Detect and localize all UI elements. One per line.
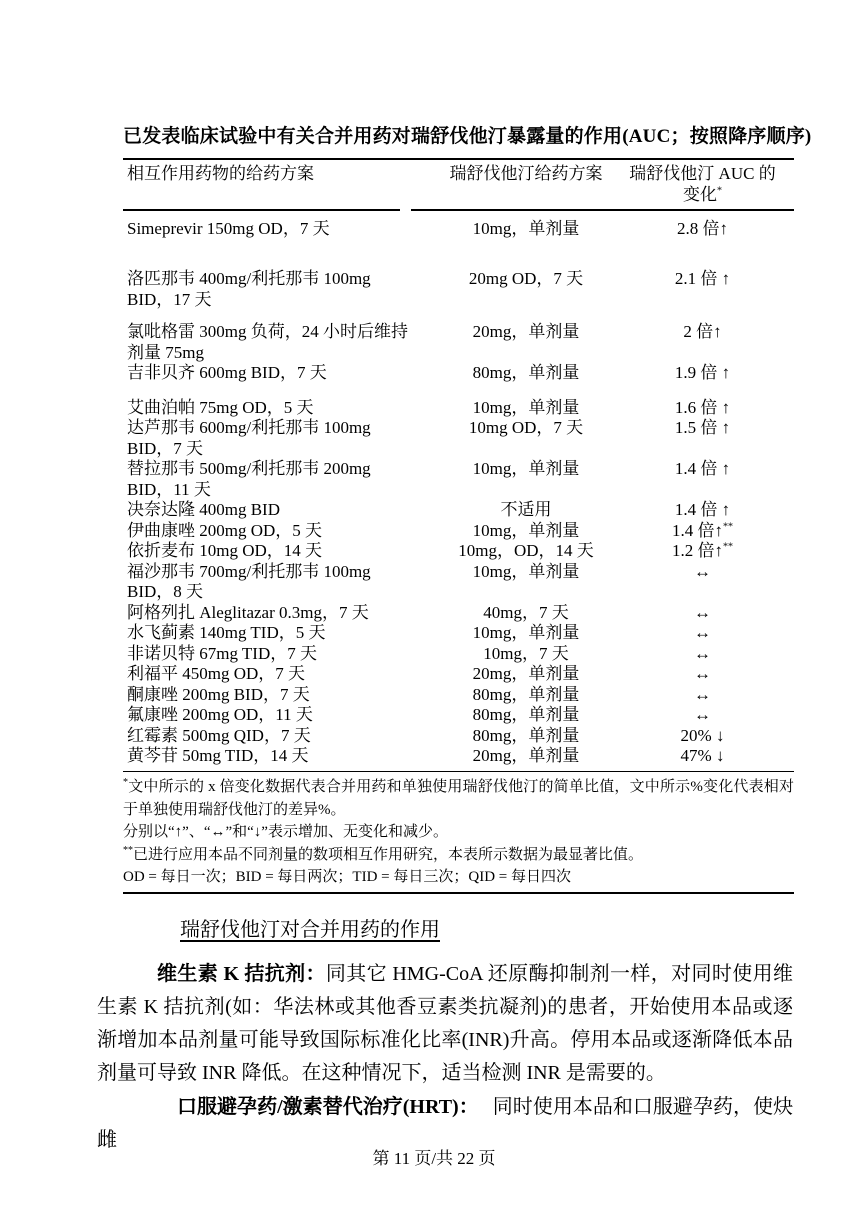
auc-change-cell: ↔ [694,643,711,663]
table-header-row [123,160,794,209]
drug-regimen-cell: 吉非贝齐 600mg BID，7 天 [127,363,327,382]
footnote-marker: * [123,777,128,788]
table-row [123,562,794,603]
table-row [123,726,794,747]
drug-regimen-cell: 福沙那韦 700mg/利托那韦 100mg BID，8 天 [127,561,371,601]
table-title: 已发表临床试验中有关合并用药对瑞舒伐他汀暴露量的作用(AUC；按照降序顺序) [123,126,812,147]
drug-regimen-cell: 利福平 450mg OD，7 天 [127,664,306,683]
rosuvastatin-regimen-cell: 10mg，单剂量 [472,520,580,540]
drug-regimen-cell: 达芦那韦 600mg/利托那韦 100mg BID，7 天 [127,418,371,458]
section-heading: 瑞舒伐他汀对合并用药的作用 [180,919,440,941]
column-header-auc-change [611,164,794,209]
drug-regimen-cell: Simeprevir 150mg OD，7 天 [127,218,330,238]
column-header-rosuvastatin-regimen: 瑞舒伐他汀给药方案 [449,164,603,183]
table-row [123,418,794,459]
auc-header-line1: 瑞舒伐他汀 AUC 的 [629,164,776,183]
auc-change-cell: ↔ [694,623,711,642]
auc-change-cell: 1.6 倍 ↑ [674,397,731,417]
table-footnote: 分别以“↑”、“↔”和“↓”表示增加、无变化和减少。 [123,824,448,840]
auc-change-cell: 1.5 倍 ↑ [674,418,731,437]
rosuvastatin-regimen-cell: 40mg，7 天 [483,602,569,622]
drug-regimen-cell: 非诺贝特 67mg TID，7 天 [127,643,317,663]
rosuvastatin-regimen-cell: 80mg，单剂量 [472,363,580,382]
auc-header-line2: 变化* [683,184,722,204]
rosuvastatin-regimen-cell: 10mg，单剂量 [472,561,580,581]
auc-change-cell: 1.9 倍 ↑ [674,363,731,382]
body-text-section [97,916,793,1157]
rosuvastatin-regimen-cell: 20mg，单剂量 [472,746,580,765]
page-content [97,0,812,1157]
footnote-marker: ** [123,844,133,856]
rosuvastatin-regimen-cell: 10mg，OD，14 天 [458,541,594,560]
table-row [123,664,794,685]
drug-regimen-cell: 替拉那韦 500mg/利托那韦 200mg BID，11 天 [127,459,371,499]
rosuvastatin-regimen-cell: 10mg，单剂量 [472,459,580,478]
table-rows [123,211,794,771]
rosuvastatin-regimen-cell: 20mg，单剂量 [472,664,580,683]
auc-change-cell: 1.2 倍↑** [672,541,733,560]
table-row [123,623,794,644]
auc-change-cell: 47% ↓ [680,746,725,765]
drug-interaction-table-block [123,122,812,894]
drug-regimen-cell: 阿格列扎 Aleglitazar 0.3mg，7 天 [127,602,369,622]
table-row [123,269,794,310]
table-row [123,603,794,624]
paragraph-text: 同时使用本品和口服避孕药，使炔雌 [97,1096,794,1151]
table-row [123,746,794,767]
drug-regimen-cell: 伊曲康唑 200mg OD，5 天 [127,520,323,540]
paragraph-lead: 口服避孕药/激素替代治疗(HRT)： [177,1096,479,1118]
table-footnote: **已进行应用本品不同剂量的数项相互作用研究，本表所示数据为最显著比值。 [123,844,644,863]
rosuvastatin-regimen-cell: 10mg OD，7 天 [468,418,584,437]
auc-change-cell: ↔ [694,602,711,622]
auc-change-cell: 1.4 倍↑** [672,520,733,540]
rosuvastatin-regimen-cell: 10mg，单剂量 [472,218,580,238]
drug-regimen-cell: 艾曲泊帕 75mg OD，5 天 [127,397,314,417]
drug-regimen-cell: 依折麦布 10mg OD，14 天 [127,541,323,560]
drug-regimen-cell: 酮康唑 200mg BID，7 天 [127,684,310,704]
auc-change-cell: ↔ [694,561,711,581]
rosuvastatin-regimen-cell: 不适用 [500,500,552,519]
table-bottom-rule [123,892,794,895]
drug-regimen-cell: 决奈达隆 400mg BID [127,500,280,519]
rosuvastatin-regimen-cell: 80mg，单剂量 [472,705,580,724]
rosuvastatin-regimen-cell: 20mg，单剂量 [472,322,580,341]
footnote-marker: ** [723,541,733,553]
auc-change-cell: 2.1 倍 ↑ [674,269,731,288]
auc-change-cell: 2.8 倍↑ [677,218,728,238]
table-row [123,363,794,384]
auc-change-cell: 1.4 倍 ↑ [674,500,731,519]
table-row [123,398,794,419]
rosuvastatin-regimen-cell: 10mg，单剂量 [472,623,580,642]
auc-change-cell: 1.4 倍 ↑ [674,459,731,478]
table-row [123,322,794,363]
auc-change-cell: ↔ [694,664,711,683]
table-footnote: *文中所示的 x 倍变化数据代表合并用药和单独使用瑞舒伐他汀的简单比值，文中所示%变化代表相对于单独使用瑞舒伐他汀的差异%。 [123,777,794,818]
table-footnotes [123,772,794,892]
table-footnote: OD = 每日一次；BID = 每日两次；TID = 每日三次；QID = 每日四次 [123,869,571,885]
footnote-marker: ** [723,520,733,532]
drug-regimen-cell: 氟康唑 200mg OD，11 天 [127,705,313,724]
table-row [123,541,794,562]
rosuvastatin-regimen-cell: 10mg，7 天 [483,643,569,663]
paragraph-lead: 维生素 K 拮抗剂： [157,963,326,985]
rosuvastatin-regimen-cell: 20mg OD，7 天 [468,269,584,288]
rosuvastatin-regimen-cell: 80mg，单剂量 [472,725,580,745]
paragraph-vitamin-k [97,958,793,1090]
auc-change-cell: ↔ [694,684,711,704]
table-row [123,685,794,706]
rosuvastatin-regimen-cell: 10mg，单剂量 [472,397,580,417]
rosuvastatin-regimen-cell: 80mg，单剂量 [472,684,580,704]
drug-regimen-cell: 洛匹那韦 400mg/利托那韦 100mg BID，17 天 [127,269,371,309]
table-row [123,644,794,665]
footnote-marker: * [717,184,722,196]
table-row [123,459,794,500]
auc-change-cell: ↔ [694,705,711,724]
drug-regimen-cell: 红霉素 500mg QID，7 天 [127,725,311,745]
paragraph-text: 同其它 HMG-CoA 还原酶抑制剂一样，对同时使用维生素 K 拮抗剂(如：华法林或其他香豆素类抗凝剂)的患者，开始使用本品或逐渐增加本品剂量可能导致国际标准化比率(INR)升高。停用本品或逐渐降低本品剂量可导致 INR 降低。在这种情况下，适当检测 INR 是需要的。 [97,963,794,1084]
table-row [123,500,794,521]
auc-change-cell: 2 倍↑ [683,322,722,341]
drug-regimen-cell: 黄芩苷 50mg TID，14 天 [127,746,309,765]
column-header-interacting-drug: 相互作用药物的给药方案 [127,164,314,183]
drug-regimen-cell: 氯吡格雷 300mg 负荷，24 小时后维持 剂量 75mg [127,322,408,362]
table-row [123,521,794,542]
table-row [123,705,794,726]
table-row [123,219,794,240]
page-number: 第 11 页/共 22 页 [372,1149,496,1168]
drug-regimen-cell: 水飞蓟素 140mg TID，5 天 [127,623,326,642]
auc-change-cell: 20% ↓ [680,725,725,745]
